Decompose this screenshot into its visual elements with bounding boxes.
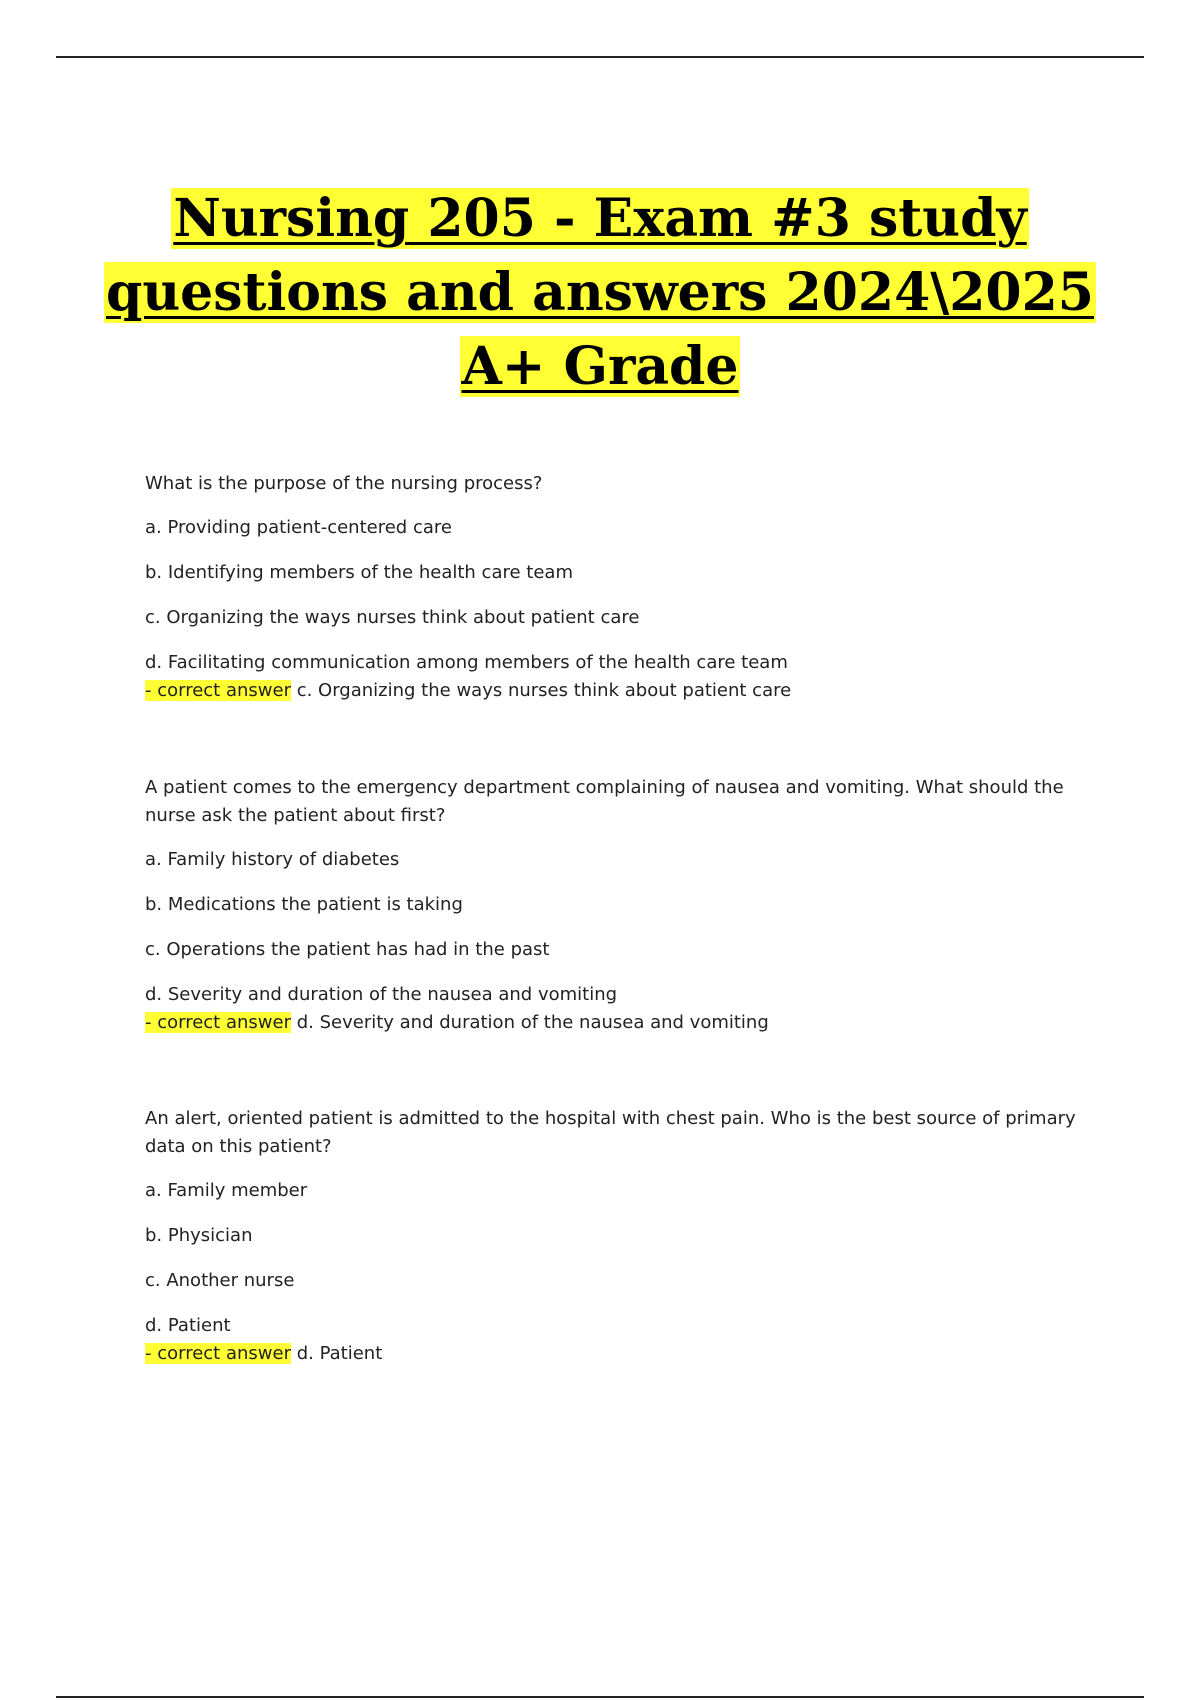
correct-answer-label: - correct answer: [145, 1012, 291, 1033]
correct-answer-text: d. Patient: [296, 1343, 383, 1364]
option-b: b. Identifying members of the health care team: [145, 562, 573, 583]
option-d: d. Severity and duration of the nausea and vomiting: [145, 984, 618, 1005]
question-text: An alert, oriented patient is admitted to the hospital with chest pain. Who is the best source of primary data on this patient?: [145, 1108, 1076, 1157]
question-block: [145, 1105, 1085, 1368]
option-a: a. Family member: [145, 1180, 308, 1201]
correct-answer-label: - correct answer: [145, 1343, 291, 1364]
option-c: c. Another nurse: [145, 1270, 295, 1291]
footer-rule: [56, 1696, 1144, 1698]
question-text: What is the purpose of the nursing process?: [145, 473, 543, 494]
option-d: d. Patient: [145, 1315, 231, 1336]
answer-line: [145, 677, 1085, 705]
question-block: [145, 774, 1085, 1037]
correct-answer-label: - correct answer: [145, 680, 291, 701]
title-line-1: Nursing 205 - Exam #3 study: [173, 188, 1027, 249]
option-c: c. Operations the patient has had in the past: [145, 939, 550, 960]
title-line-2: questions and answers 2024\2025: [106, 262, 1094, 323]
answer-line: [145, 1009, 1085, 1037]
option-d: d. Facilitating communication among members of the health care team: [145, 652, 788, 673]
title-line-3: A+ Grade: [461, 336, 739, 397]
option-b: b. Physician: [145, 1225, 253, 1246]
option-b: b. Medications the patient is taking: [145, 894, 463, 915]
option-a: a. Family history of diabetes: [145, 849, 400, 870]
document-title: [100, 182, 1100, 404]
option-a: a. Providing patient-centered care: [145, 517, 452, 538]
header-rule: [56, 56, 1144, 58]
answer-line: [145, 1340, 1085, 1368]
question-text: A patient comes to the emergency department complaining of nausea and vomiting. What should the nurse ask the patient about first?: [145, 777, 1064, 826]
question-block: [145, 470, 1085, 705]
option-c: c. Organizing the ways nurses think about patient care: [145, 607, 640, 628]
correct-answer-text: d. Severity and duration of the nausea and vomiting: [296, 1012, 769, 1033]
correct-answer-text: c. Organizing the ways nurses think about patient care: [296, 680, 792, 701]
